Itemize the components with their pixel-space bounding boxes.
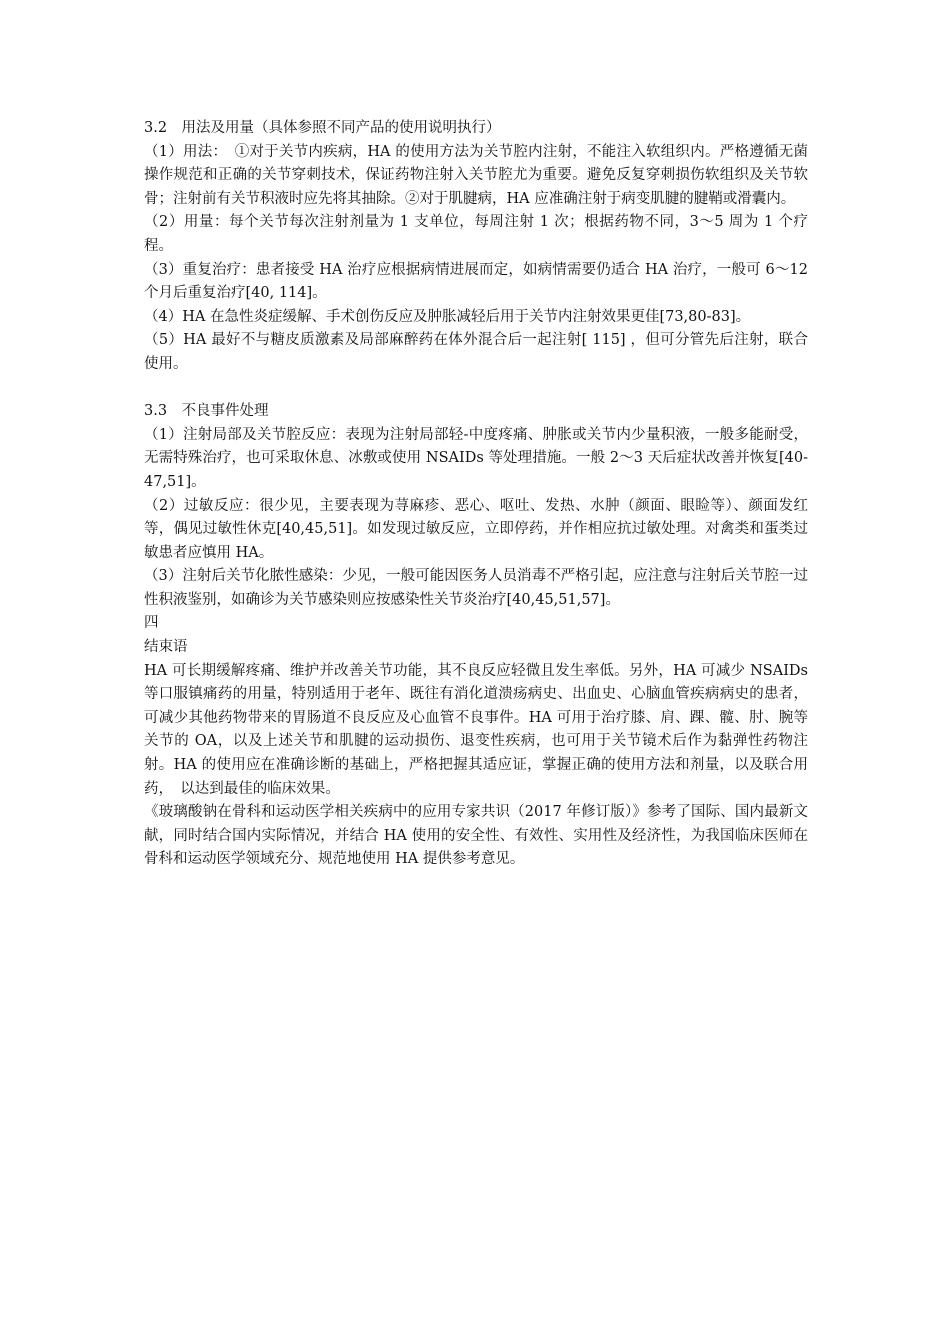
document-body [144,117,808,872]
dosage-item: （2）用量：每个关节每次注射剂量为 1 支单位，每周注射 1 次；根据药物不同，3～5 周为 1 个疗程。 [144,214,808,254]
section-3-2-title: 3.2 用法及用量（具体参照不同产品的使用说明执行） [144,120,501,136]
infection-item: （3）注射后关节化脓性感染：少见，一般可能因医务人员消毒不严格引起，应注意与注射后关节腔一过性积液鉴别，如确诊为关节感染则应按感染性关节炎治疗[40,45,51,57]。 [144,568,808,608]
mixing-item: （5）HA 最好不与糖皮质激素及局部麻醉药在体外混合后一起注射[ 115] ，但可分管先后注射，联合使用。 [144,332,808,372]
repeat-treatment-item: （3）重复治疗：患者接受 HA 治疗应根据病情进展而定，如病情需要仍适合 HA 治疗，一般可 6～12 个月后重复治疗[40, 114]。 [144,261,808,302]
conclusion-paragraph: HA 可长期缓解疼痛、维护并改善关节功能，其不良反应轻微且发生率低。另外，HA 可减少 NSAIDs 等口服镇痛药的用量，特别适用于老年、既往有消化道溃疡病史、出血史、心脑血管疾病病史的患者，可减少其他药物带来的胃肠道不良反应及心血管不良事件。HA 可用于治疗膝、肩、踝、髋、肘、腕等关节的 OA，以及上述关节和肌腱的运动损伤、退变性疾病，也可用于关节镜术后作为黏弹性药物注射。HA 的使用应在准确诊断的基础上，严格把握其适应证，掌握正确的使用方法和剂量，以及联合用药， 以达到最佳的临床效果。 [144,662,808,797]
allergy-item: （2）过敏反应：很少见，主要表现为荨麻疹、恶心、呕吐、发热、水肿（颜面、眼睑等）、颜面发红等，偶见过敏性休克[40,45,51]。如发现过敏反应，立即停药，并作相应抗过敏处理。对禽类和蛋类过敏患者应慎用 HA。 [144,497,808,561]
consensus-paragraph: 《玻璃酸钠在骨科和运动医学相关疾病中的应用专家共识（2017 年修订版）》参考了国际、国内最新文献，同时结合国内实际情况，并结合 HA 使用的安全性、有效性、实用性及经济性，为我国临床医师在骨科和运动医学领域充分、规范地使用 HA 提供参考意见。 [144,804,808,868]
section-3-3-title: 3.3 不良事件处理 [144,403,269,420]
section-4-number: 四 [144,615,159,632]
local-reaction-item: （1）注射局部及关节腔反应：表现为注射局部轻-中度疼痛、肿胀或关节内少量积液，一般多能耐受，无需特殊治疗，也可采取休息、冰敷或使用 NSAIDs 等处理措施。一般 2～3 天后症状改善并恢复[40-47,51]。 [144,426,808,490]
timing-item: （4）HA 在急性炎症缓解、手术创伤反应及肿胀减轻后用于关节内注射效果更佳[73,80-83]。 [144,308,751,325]
usage-method-item: （1）用法： ①对于关节内疾病，HA 的使用方法为关节腔内注射，不能注入软组织内。严格遵循无菌操作规范和正确的关节穿刺技术，保证药物注射入关节腔尤为重要。避免反复穿刺损伤软组织及关节软骨；注射前有关节积液时应先将其抽除。②对于肌腱病，HA 应准确注射于病变肌腱的腱鞘或滑囊内。 [144,143,808,207]
section-4-title: 结束语 [144,639,188,656]
section-spacer [144,377,808,401]
